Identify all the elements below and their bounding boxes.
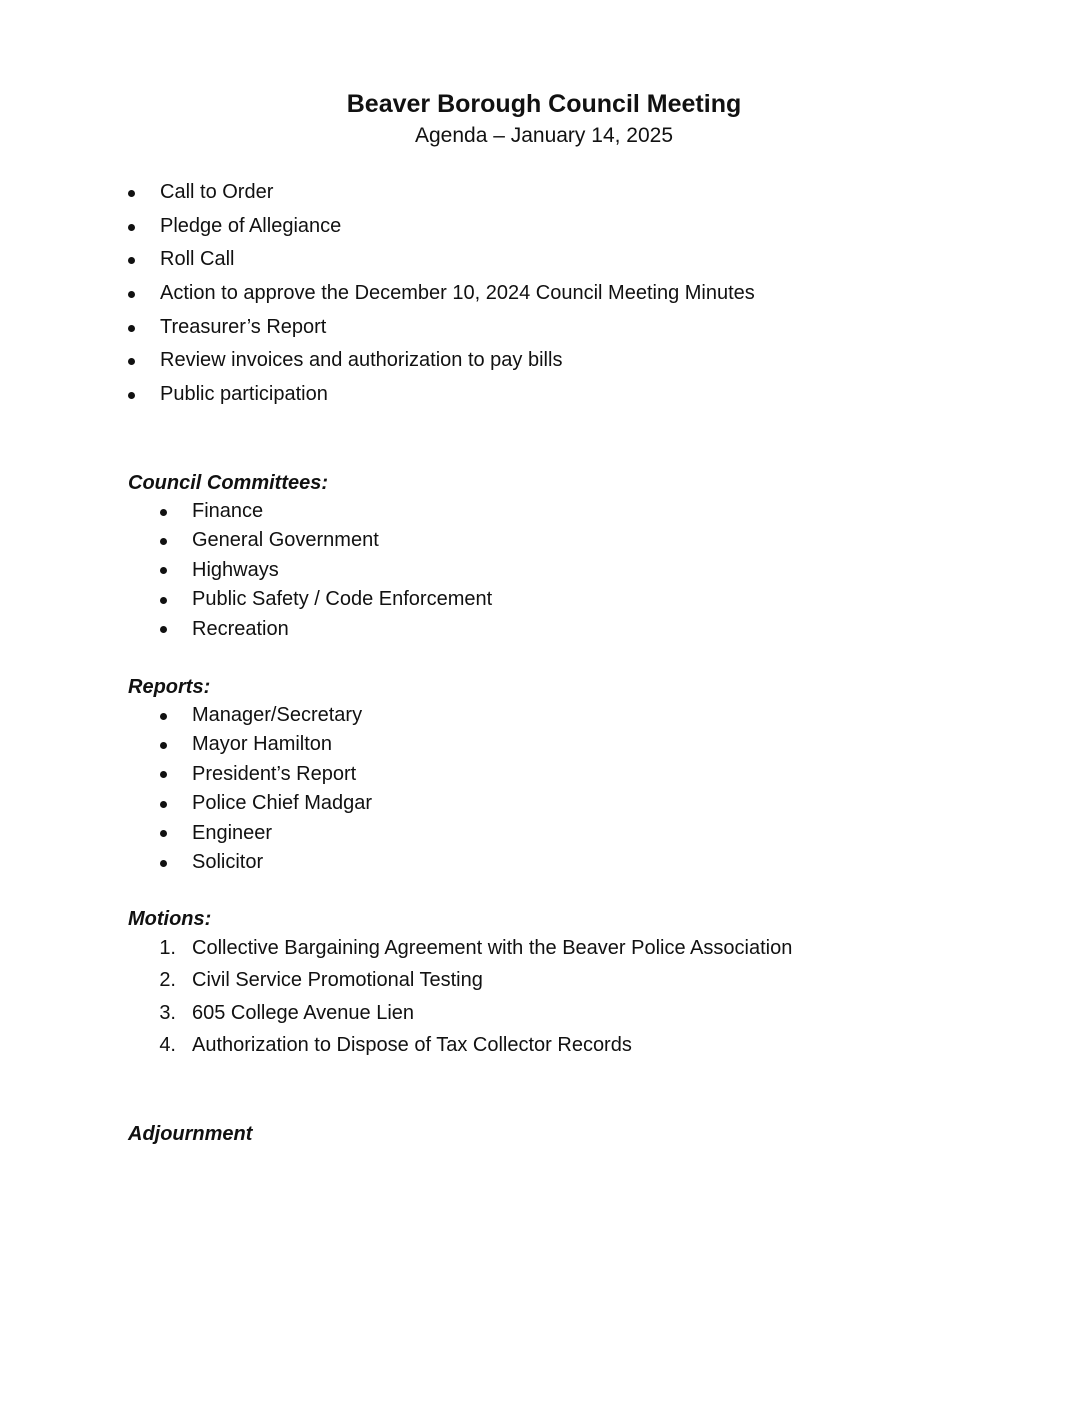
list-item-text: Recreation [192,617,289,640]
list-item-text: Review invoices and authorization to pay bills [160,349,563,372]
list-item [160,701,372,730]
list-item-text: Treasurer’s Report [160,315,327,338]
list-item-text: Finance [192,500,264,522]
list-item-text: Pledge of Allegiance [160,214,342,237]
document-title: Beaver Borough Council Meeting [346,90,742,118]
motions-list [160,932,792,1061]
bullet-icon [128,291,135,298]
list-item [160,964,792,996]
motions-heading: Motions: [128,908,212,930]
list-item [128,344,755,378]
list-item [160,932,792,964]
item-number: 3. [159,1001,176,1024]
list-item [128,378,755,412]
main-agenda-list [128,176,755,412]
bullet-icon [160,538,167,545]
item-number: 2. [159,969,176,992]
list-item-text: Civil Service Promotional Testing [192,969,483,992]
bullet-icon [128,392,135,399]
list-item-text: 605 College Avenue Lien [192,1001,415,1024]
list-item [160,1029,792,1061]
list-item [160,556,492,585]
bullet-icon [128,190,135,197]
list-item [160,760,372,789]
item-number: 1. [159,937,176,959]
committees-heading: Council Committees: [128,472,329,494]
list-item [128,311,755,345]
bullet-icon [160,626,167,633]
list-item [160,819,372,848]
list-item-text: Police Chief Madgar [192,792,373,815]
bullet-icon [160,830,167,837]
adjournment-heading: Adjournment [128,1123,253,1145]
bullet-icon [160,742,167,749]
bullet-icon [160,597,167,604]
list-item-text: Mayor Hamilton [192,733,333,756]
list-item [160,526,492,555]
committees-list [160,497,492,644]
list-item [160,497,492,526]
list-item [160,730,372,759]
list-item [128,176,755,210]
document-subtitle: Agenda – January 14, 2025 [414,124,674,147]
list-item [128,277,755,311]
bullet-icon [160,801,167,808]
reports-heading: Reports: [128,676,211,698]
list-item [160,997,792,1029]
list-item-text: Solicitor [192,850,264,873]
list-item-text: Public participation [160,383,328,406]
list-item-text: Public Safety / Code Enforcement [192,588,493,611]
list-item-text: Collective Bargaining Agreement with the Beaver Police Association [192,937,793,959]
list-item [128,243,755,277]
list-item [160,585,492,614]
bullet-icon [160,771,167,778]
list-item-text: President’s Report [192,762,357,785]
list-item-text: Roll Call [160,248,235,271]
reports-list [160,701,372,877]
bullet-icon [128,257,135,264]
list-item-text: General Government [192,529,379,552]
bullet-icon [160,567,167,574]
list-item [160,615,492,644]
list-item-text: Authorization to Dispose of Tax Collector Records [192,1033,632,1056]
list-item-text: Call to Order [160,181,274,203]
bullet-icon [160,860,167,867]
list-item-text: Action to approve the December 10, 2024 Council Meeting Minutes [160,282,755,305]
bullet-icon [160,509,167,516]
list-item-text: Manager/Secretary [192,704,363,726]
bullet-icon [128,224,135,231]
list-item-text: Engineer [192,821,273,844]
list-item [160,789,372,818]
bullet-icon [128,325,135,332]
bullet-icon [160,713,167,720]
list-item-text: Highways [192,558,279,581]
list-item [160,848,372,877]
item-number: 4. [159,1033,176,1056]
list-item [128,210,755,244]
bullet-icon [128,358,135,365]
